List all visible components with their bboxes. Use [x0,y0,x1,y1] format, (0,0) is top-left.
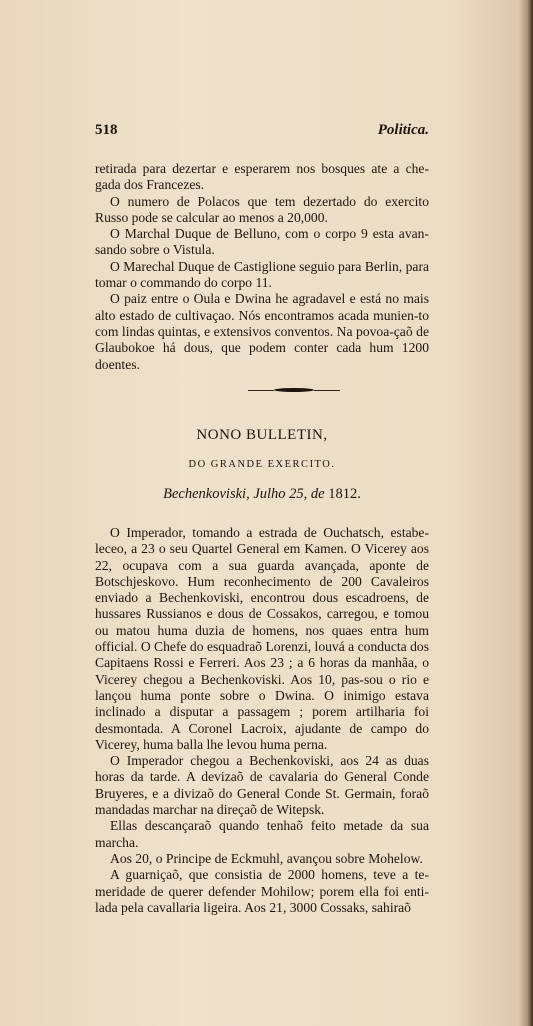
paragraph: O Marechal Duque de Castiglione seguio para Berlin, para tomar o commando do corpo 11. [95,258,429,291]
paragraph: retirada para dezertar e esperarem nos bosques ate a che-gada dos Francezes. [95,161,429,193]
paragraph: Ellas descançaraõ quando tenhaõ feito metade da sua marcha. [95,818,429,850]
bulletin-title: NONO BULLETIN, [196,427,328,443]
paragraph: O Imperador chegou a Bechenkoviski, aos 24 as duas horas da tarde. A devizaõ de cavalaria do General Conde Bruyeres, e a divizaõ do General Conde St. Germain, foraõ mandadas marchar na direçaõ de Witepsk. [95,753,429,818]
page-edge-shadow [519,0,533,1026]
running-head: Politica. [377,122,429,138]
continued-text [95,161,429,373]
section-divider [248,388,340,392]
bulletin-body [95,525,429,916]
page-number: 518 [95,122,118,138]
paragraph: O Imperador, tomando a estrada de Ouchatsch, estabe-leceo, a 23 o seu Quartel General em Kamen. O Vicerey aos 22, ocupava com a sua guarda avançada, aponte de Botschjeskovo. Hum reconhecimento de 200 Cavaleiros enviado a Bechenkoviski, encontrou dous escadroens, de hussares Russianos e dous de Cossakos, carregou, e tomou ou matou huma duzia de homens, nos quaes entra hum official. O Chefe do esquadraõ Lorenzi, louvá a conducta dos Capitaens Rossi e Ferreri. Aos 23 ; a 6 horas da manhãa, o Vicerey chegou a Bechenkoviski. Aos 10, pas-sou o rio e lançou huma ponte sobre o Dwina. O inimigo estava inclinado a disputar a passagem ; porem artilharia foi desmontada. A Coronel Lacroix, ajudante de campo do Vicerey, huma balla lhe levou huma perna. [95,525,429,752]
paragraph: O numero de Polacos que tem dezertado do exercito Russo pode se calcular ao menos a 20,000. [95,193,429,225]
bulletin-dateline [95,486,429,503]
paragraph: Aos 20, o Principe de Eckmuhl, avançou sobre Mohelow. [110,850,423,866]
paragraph: O paiz entre o Oula e Dwina he agradavel e está no mais alto estado de cultivaçao. Nós encontramos acada munien-to com lindas quintas, e extensivos conventos. Na povoa-çaõ de Glaubokoe há dous, que podem conter cada hum 1200 doentes. [95,291,429,372]
paragraph: O Marchal Duque de Belluno, com o corpo 9 esta avan-sando sobre o Vistula. [95,226,429,258]
dateline-year: 1812. [328,486,361,502]
page-header [95,122,429,142]
bulletin-subtitle: DO GRANDE EXERCITO. [188,459,336,470]
paragraph: A guarniçaõ, que consistia de 2000 homens, teve a te-meridade de querer defender Mohilow; porem ella foi enti-lada pela cavallaria ligeira. Aos 21, 3000 Cossaks, sahiraõ [95,867,429,915]
dateline-place: Bechenkoviski, Julho 25, de [163,486,325,502]
